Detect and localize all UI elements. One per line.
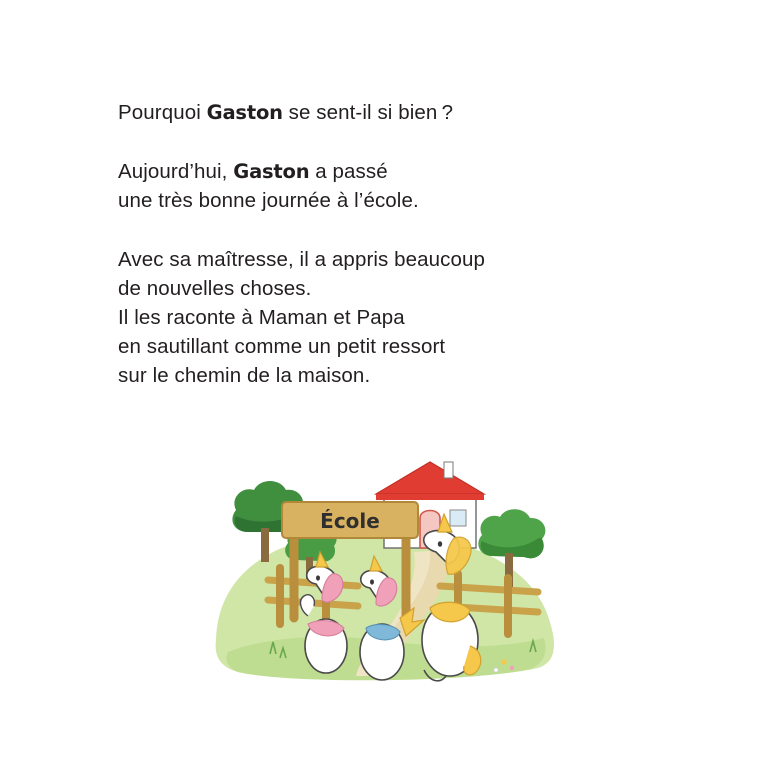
text-line: [118, 361, 678, 390]
text-line: [118, 332, 678, 361]
character-name: Gaston: [233, 160, 310, 183]
page-text: [118, 98, 678, 390]
line-text-before: Aujourd’hui,: [118, 160, 234, 183]
line-text-before: Avec sa maîtresse, il a appris beaucoup: [118, 248, 486, 271]
text-line: [118, 186, 678, 215]
paragraph-question: [118, 98, 678, 127]
line-text-after: se sent-il si bien ?: [282, 101, 454, 124]
line-text-before: de nouvelles choses.: [118, 277, 312, 300]
paragraph-intro: [118, 157, 678, 215]
text-line: [118, 245, 678, 274]
text-line: [118, 303, 678, 332]
paragraph-body: [118, 245, 678, 390]
character-name: Gaston: [206, 101, 283, 124]
line-text-before: Pourquoi: [118, 101, 207, 124]
text-line: [118, 98, 678, 127]
line-text-after: a passé: [309, 160, 388, 183]
line-text-before: une très bonne journée à l’école.: [118, 189, 419, 212]
line-text-before: sur le chemin de la maison.: [118, 364, 371, 387]
school-scene-illustration: [208, 440, 566, 702]
line-text-before: en sautillant comme un petit ressort: [118, 335, 446, 358]
sign-label: École: [320, 509, 380, 533]
line-text-before: Il les raconte à Maman et Papa: [118, 306, 405, 329]
text-line: [118, 157, 678, 186]
text-line: [118, 274, 678, 303]
